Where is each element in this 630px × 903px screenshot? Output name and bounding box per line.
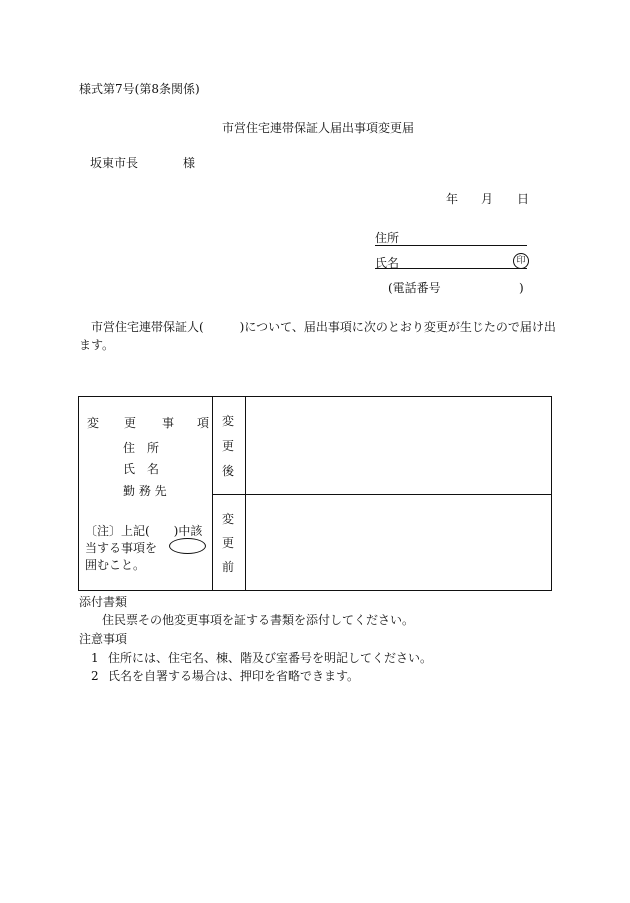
note-text: 住所には、住宅名、棟、階及び室番号を明記してください。 <box>108 651 433 665</box>
table-divider <box>212 494 552 495</box>
note-number: 2 <box>91 669 99 683</box>
document-title: 市営住宅連帯保証人届出事項変更届 <box>222 121 415 135</box>
head-char: 変 <box>87 416 100 430</box>
seal-mark: 印 <box>513 253 529 269</box>
before-change-field[interactable] <box>247 496 551 590</box>
name-label: 氏名 <box>375 256 400 270</box>
before-char: 更 <box>222 536 235 550</box>
date-month-label: 月 <box>481 192 494 206</box>
date-year-label: 年 <box>446 192 459 206</box>
after-char: 変 <box>222 414 235 428</box>
form-number: 様式第7号(第8条関係) <box>79 82 200 96</box>
note-text: 氏名を自署する場合は、押印を省略できます。 <box>108 669 360 683</box>
body-text-line-2: ます。 <box>79 338 115 352</box>
phone-close-paren: ) <box>519 281 524 295</box>
phone-label: (電話番号 <box>388 281 441 295</box>
address-field-line[interactable] <box>375 245 527 246</box>
item-name[interactable]: 氏 名 <box>123 462 160 476</box>
note-line-2: 当する事項を <box>85 541 158 555</box>
head-char: 項 <box>197 416 210 430</box>
item-workplace[interactable]: 勤 務 先 <box>123 484 167 498</box>
item-address[interactable]: 住 所 <box>123 441 160 455</box>
address-label: 住所 <box>375 231 400 245</box>
head-char: 更 <box>124 416 137 430</box>
circle-example <box>169 538 206 554</box>
note-number: 1 <box>91 651 99 665</box>
before-char: 変 <box>222 512 235 526</box>
addressee: 坂東市長 <box>90 156 139 170</box>
body-text-line-1: 市営住宅連帯保証人( )について、届出事項に次のとおり変更が生じたので届け出 <box>91 320 556 334</box>
attachments-body: 住民票その他変更事項を証する書類を添付してください。 <box>102 613 415 627</box>
after-change-field[interactable] <box>247 398 551 493</box>
attachments-heading: 添付書類 <box>79 595 128 609</box>
after-char: 更 <box>222 439 235 453</box>
note-line-1: 〔注〕上記( )中該 <box>85 524 203 538</box>
after-char: 後 <box>222 464 235 478</box>
notes-heading: 注意事項 <box>79 632 128 646</box>
name-field-line[interactable] <box>375 268 527 269</box>
head-char: 事 <box>162 416 175 430</box>
date-day-label: 日 <box>517 192 530 206</box>
honorific: 様 <box>183 156 196 170</box>
note-line-3: 囲むこと。 <box>85 558 146 572</box>
change-table <box>78 396 552 591</box>
before-char: 前 <box>222 560 235 574</box>
